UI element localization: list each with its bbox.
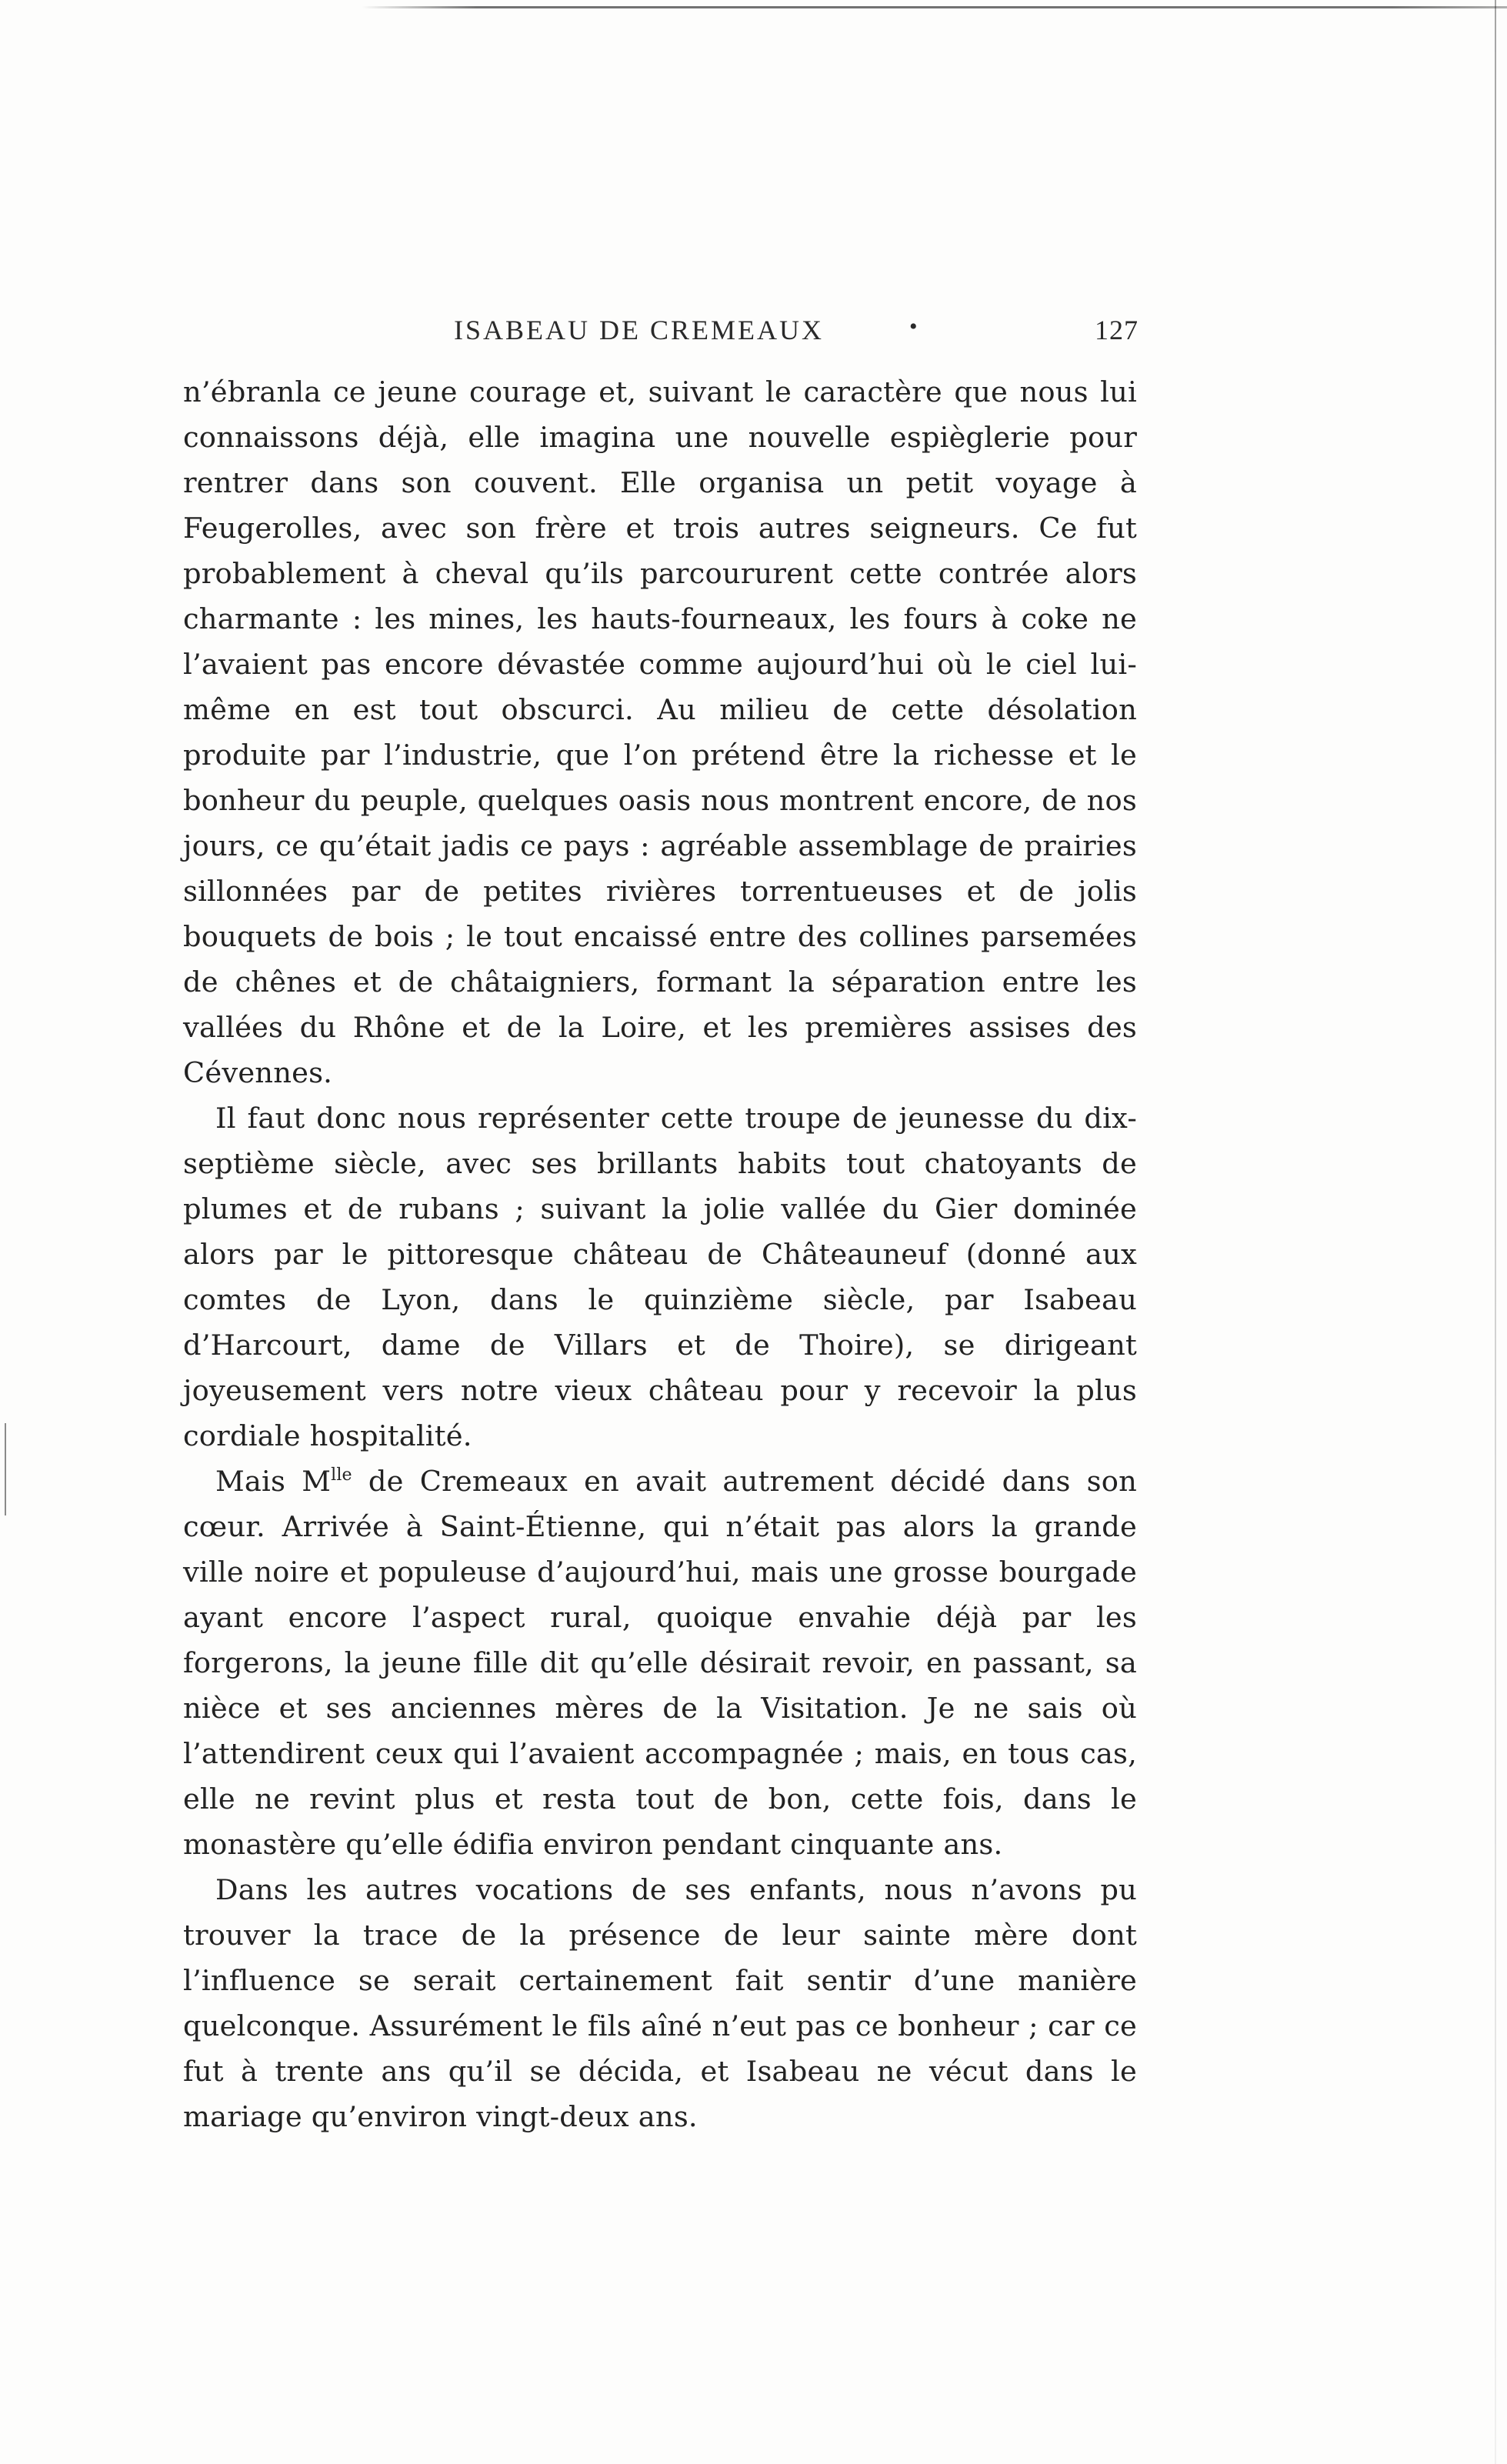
paragraph-3-prefix: Mais M <box>215 1465 332 1498</box>
running-title: ISABEAU DE CREMEAUX <box>454 315 825 345</box>
scan-edge-right <box>1495 0 1496 2464</box>
paragraph-1: n’ébranla ce jeune courage et, suivant le caractère que nous lui connaissons déjà, elle imagina une nouvelle espièglerie pour rentrer dans son couvent. Elle organisa un petit voyage à Feugerolles, avec son frère et trois autres seigneurs. Ce fut probablement à cheval qu’ils parcoururent cette contrée alors charmante : les mines, les hauts-fourneaux, les fours à coke ne l’avaient pas encore dévastée comme aujourd’hui où le ciel lui-même en est tout obscurci. Au milieu de cette désolation produite par l’industrie, que l’on prétend être la richesse et le bonheur du peuple, quelques oasis nous montrent encore, de nos jours, ce qu’était jadis ce pays : agréable assemblage de prairies sillonnées par de petites rivières torrentueuses et de jolis bouquets de bois ; le tout encaissé entre des collines parsemées de chênes et de châtaigniers, formant la séparation entre les vallées du Rhône et de la Loire, et les premières assises des Cévennes. <box>183 375 1137 1089</box>
running-header <box>454 314 1139 352</box>
header-ornament: • <box>909 314 920 339</box>
page-number: 127 <box>1095 315 1139 345</box>
mlle-superscript: lle <box>331 1465 352 1485</box>
body-text <box>183 369 1137 2139</box>
paragraph-2: Il faut donc nous représenter cette troupe de jeunesse du dix-septième siècle, avec ses brillants habits tout chatoyants de plumes et de rubans ; suivant la jolie vallée du Gier dominée alors par le pittoresque château de Châteauneuf (donné aux comtes de Lyon, dans le quinzième siècle, par Isabeau d’Harcourt, dame de Villars et de Thoire), se dirigeant joyeusement vers notre vieux château pour y recevoir la plus cordiale hospitalité. <box>183 1102 1137 1452</box>
scan-edge-top <box>362 6 1507 8</box>
paragraph-3-rest: de Cremeaux en avait autrement décidé dans son cœur. Arrivée à Saint-Étienne, qui n’était pas alors la grande ville noire et populeuse d’aujourd’hui, mais une grosse bourgade ayant encore l’aspect rural, quoique envahie déjà par les forgerons, la jeune fille dit qu’elle désirait revoir, en passant, sa nièce et ses anciennes mères de la Visitation. Je ne sais où l’attendirent ceux qui l’avaient accompagnée ; mais, en tous cas, elle ne revint plus et resta tout de bon, cette fois, dans le monastère qu’elle édifia environ pendant cinquante ans. <box>183 1465 1138 1861</box>
scan-edge-left <box>5 1423 6 1515</box>
paragraph-4: Dans les autres vocations de ses enfants, nous n’avons pu trouver la trace de la présence de leur sainte mère dont l’influence se serait certainement fait sentir d’une manière quelconque. Assurément le fils aîné n’eut pas ce bonheur ; car ce fut à trente ans qu’il se décida, et Isabeau ne vécut dans le mariage qu’environ vingt-deux ans. <box>183 1873 1137 2133</box>
paragraph-3 <box>183 1459 1137 1867</box>
